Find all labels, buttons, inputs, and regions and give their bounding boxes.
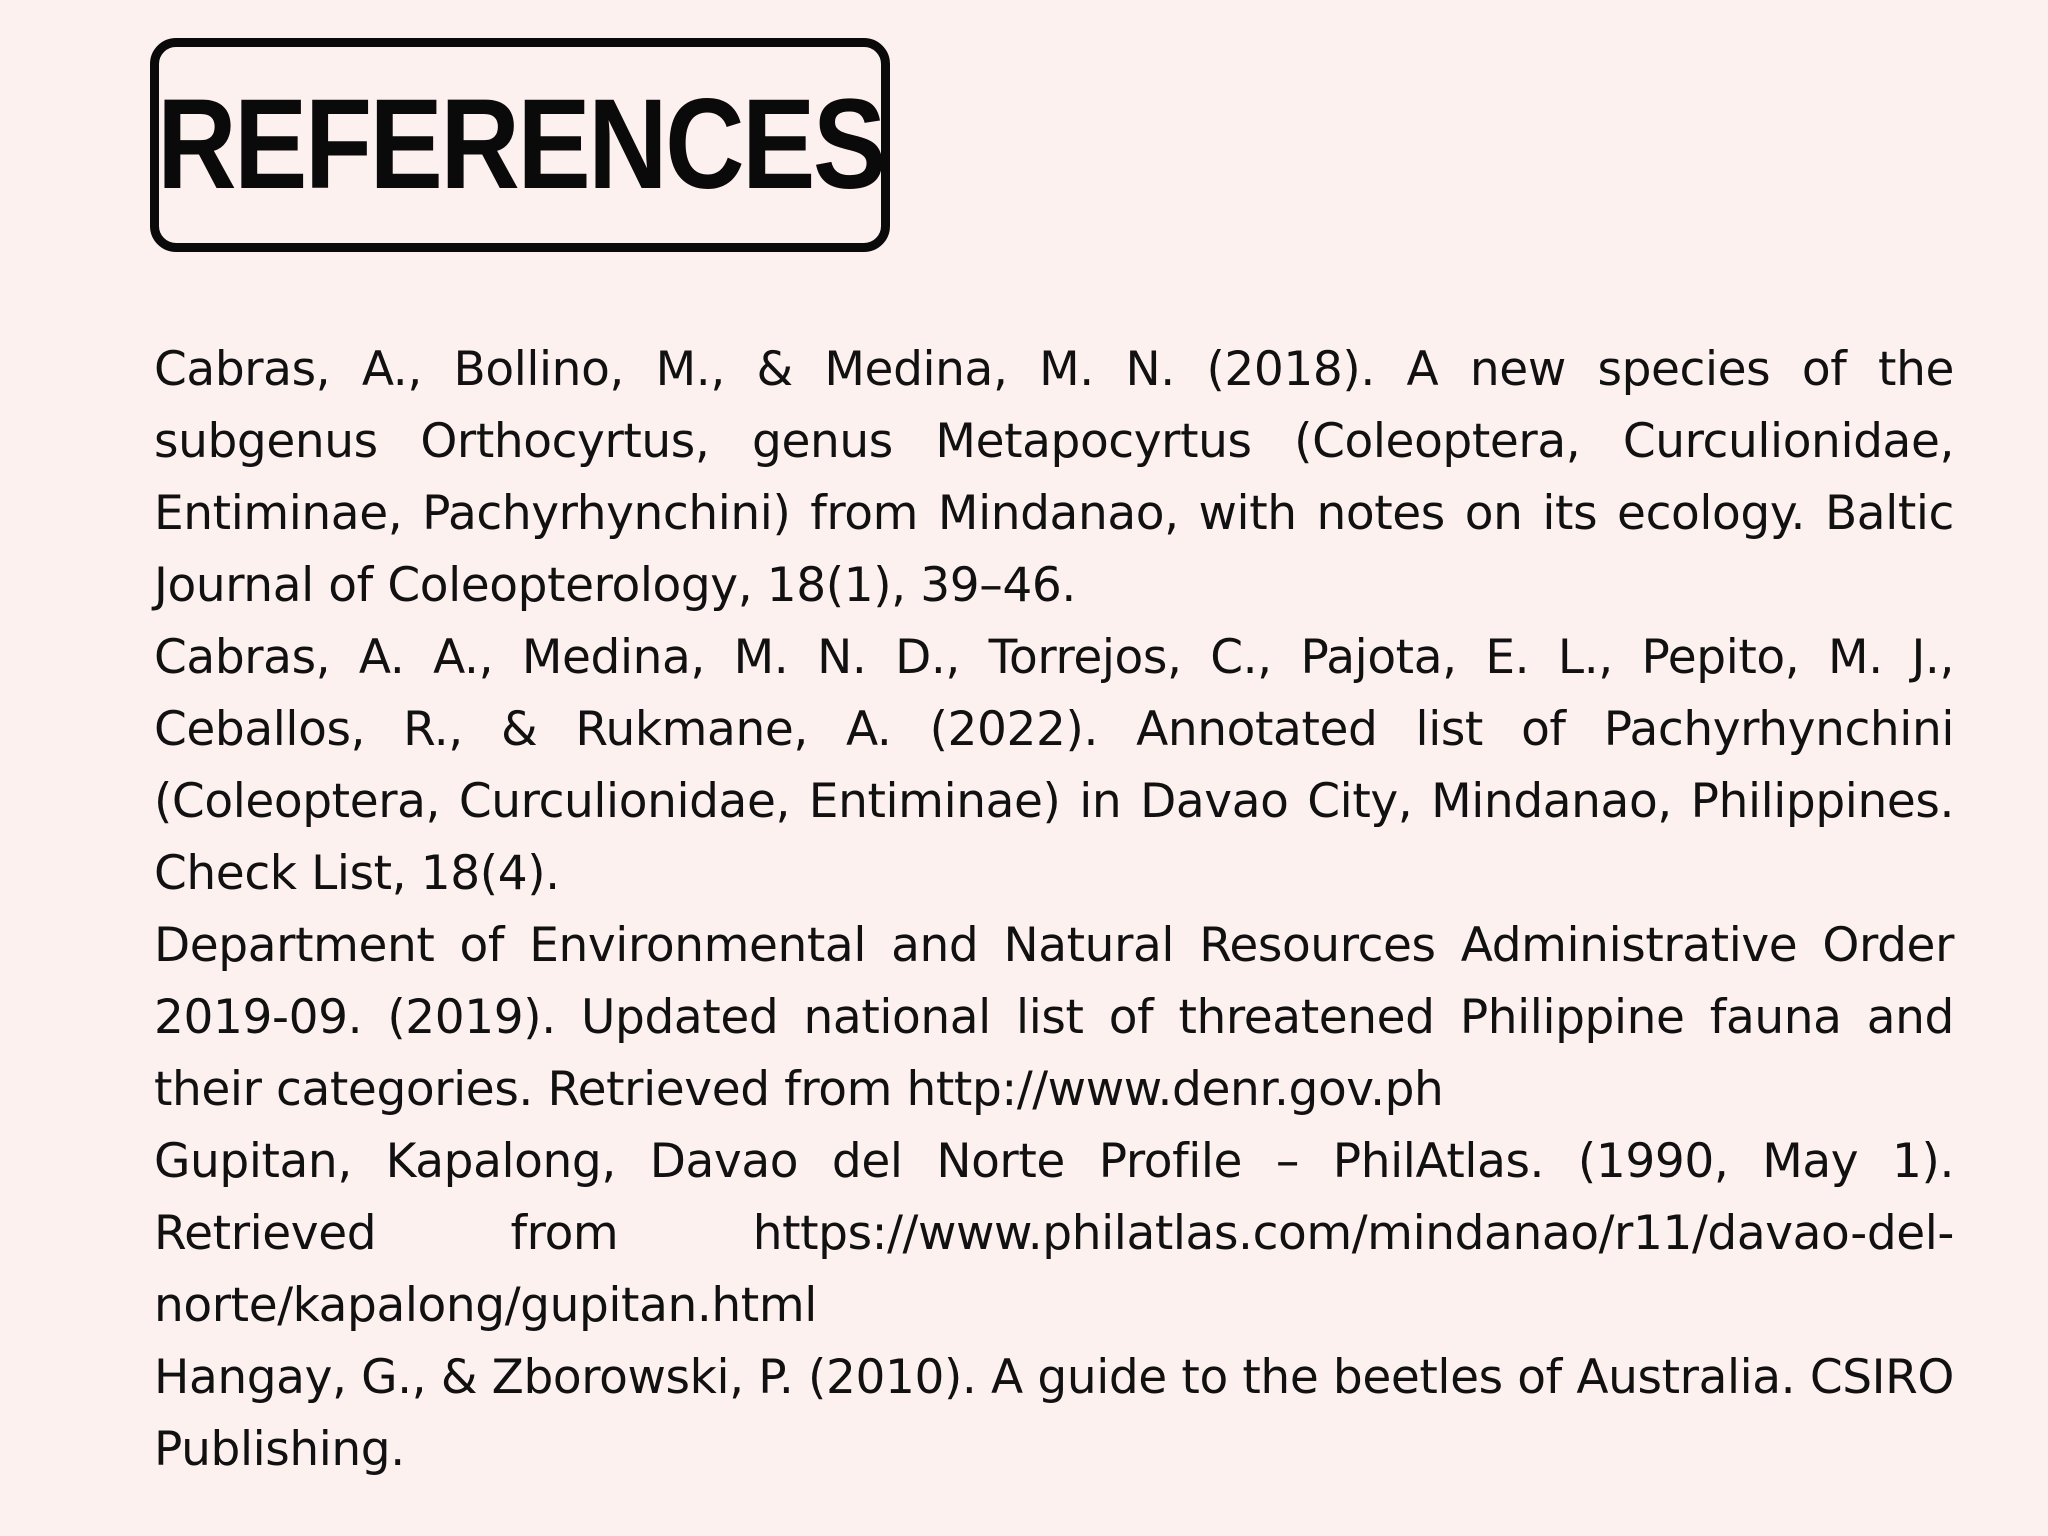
reference-item: Cabras, A., Bollino, M., & Medina, M. N. (2018). A new species of the subgenus Orthocyrtus, genus Metapocyrtus (Coleoptera, Curculionidae, Entiminae, Pachyrhynchini) from Mindanao, with notes on its ecology. Baltic Journal of Coleopterology, 18(1), 39–46. (154, 342, 1954, 613)
page-title: REFERENCES (156, 73, 884, 216)
reference-list (154, 334, 1954, 1486)
reference-item: Department of Environmental and Natural Resources Administrative Order 2019-09. (2019). Updated national list of threatened Philippine fauna and their categories. Retrieved from http://www.denr.gov.ph (154, 918, 1954, 1117)
title-box (150, 38, 890, 252)
reference-item: Gupitan, Kapalong, Davao del Norte Profile – PhilAtlas. (1990, May 1). Retrieved from https://www.philatlas.com/mindanao/r11/davao-del-norte/kapalong/gupitan.html (154, 1134, 1954, 1333)
reference-item: Cabras, A. A., Medina, M. N. D., Torrejos, C., Pajota, E. L., Pepito, M. J., Ceballos, R., & Rukmane, A. (2022). Annotated list of Pachyrhynchini (Coleoptera, Curculionidae, Entiminae) in Davao City, Mindanao, Philippines. Check List, 18(4). (154, 630, 1954, 901)
reference-item: Hangay, G., & Zborowski, P. (2010). A guide to the beetles of Australia. CSIRO Publishing. (154, 1350, 1954, 1477)
